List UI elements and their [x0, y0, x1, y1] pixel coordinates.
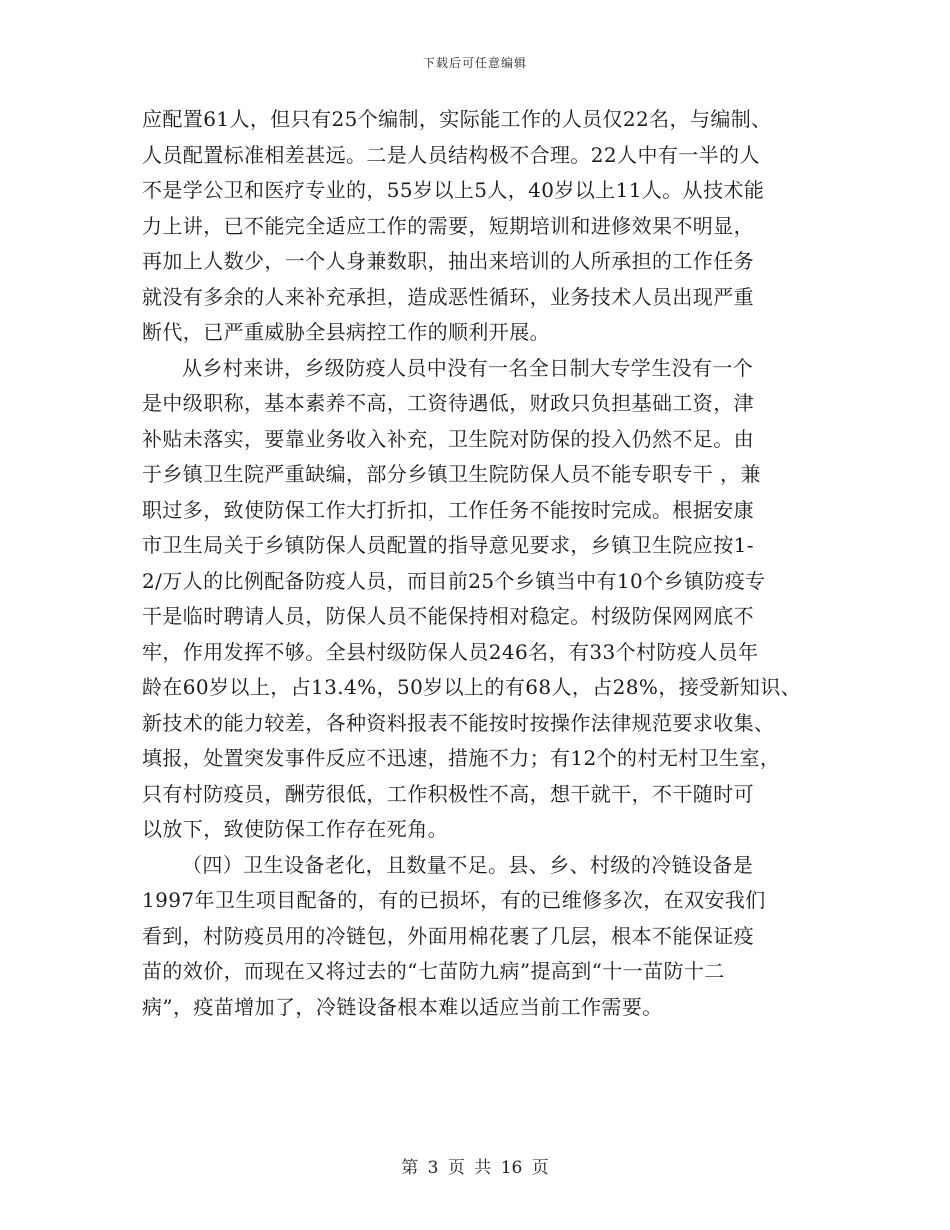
text-line: 不是学公卫和医疗专业的，55岁以上5人，40岁以上11人。从技术能: [142, 178, 765, 202]
text-line: 以放下，致使防保工作存在死角。: [142, 817, 448, 841]
text-line: 是中级职称，基本素养不高，工资待遇低，财政只负担基础工资，津: [142, 391, 754, 415]
text-line: 人员配置标准相差甚远。二是人员结构极不合理。22人中有一半的人: [142, 142, 760, 167]
text-line: 应配置61人，但只有25个编制，实际能工作的人员仅22名，与编制、: [142, 107, 772, 131]
text-line: 看到，村防疫员用的冷链包，外面用棉花裹了几层，根本不能保证疫: [142, 923, 754, 948]
text-line: 只有村防疫员，酬劳很低，工作积极性不高，想干就干，不干随时可: [142, 781, 754, 806]
text-line: 于乡镇卫生院严重缺编，部分乡镇卫生院防保人员不能专职专干 ，兼: [142, 462, 761, 486]
text-line: 断代，已严重威胁全县病控工作的顺利开展。: [142, 320, 550, 344]
text-line: 力上讲，已不能完全适应工作的需要，短期培训和进修效果不明显，: [142, 213, 754, 238]
text-line: 再加上人数少，一个人身兼数职，抽出来培训的人所承担的工作任务: [142, 249, 754, 273]
text-line: 从乡村来讲，乡级防疫人员中没有一名全日制大专学生没有一个: [182, 355, 754, 380]
text-line: 补贴未落实，要靠业务收入补充，卫生院对防保的投入仍然不足。由: [142, 426, 754, 451]
document-body: [142, 102, 812, 1025]
text-line: 牢，作用发挥不够。全县村级防保人员246名，有33个村防疫人员年: [142, 639, 759, 664]
text-line: 填报，处置突发事件反应不迅速，措施不力；有12个的村无村卫生室，: [142, 746, 781, 770]
text-line: 病”，疫苗增加了，冷链设备根本难以适应当前工作需要。: [142, 994, 663, 1019]
text-line: 干是临时聘请人员，防保人员不能保持相对稳定。村级防保网网底不: [142, 604, 754, 628]
text-line: 2/万人的比例配备防疫人员，而目前25个乡镇当中有10个乡镇防疫专: [142, 568, 766, 593]
text-line: 新技术的能力较差，各种资料报表不能按时按操作法律规范要求收集、: [142, 710, 775, 735]
text-line: 龄在60岁以上，占13.4%，50岁以上的有68人，占28%，接受新知识、: [142, 675, 802, 699]
text-line: 苗的效价，而现在又将过去的“七苗防九病”提高到“十一苗防十二: [142, 959, 725, 983]
text-line: 1997年卫生项目配备的，有的已损坏，有的已维修多次，在双安我们: [142, 888, 766, 912]
text-line: 职过多，致使防保工作大打折扣，工作任务不能按时完成。根据安康: [142, 497, 754, 522]
text-line: 就没有多余的人来补充承担，造成恶性循环，业务技术人员出现严重: [142, 284, 754, 309]
page-number: 第 3 页 共 16 页: [401, 1158, 549, 1178]
page-header: 下载后可任意编辑: [422, 56, 527, 70]
text-line: （四）卫生设备老化，且数量不足。县、乡、村级的冷链设备是: [182, 852, 754, 877]
text-line: 市卫生局关于乡镇防保人员配置的指导意见要求，乡镇卫生院应按1-: [142, 533, 754, 557]
